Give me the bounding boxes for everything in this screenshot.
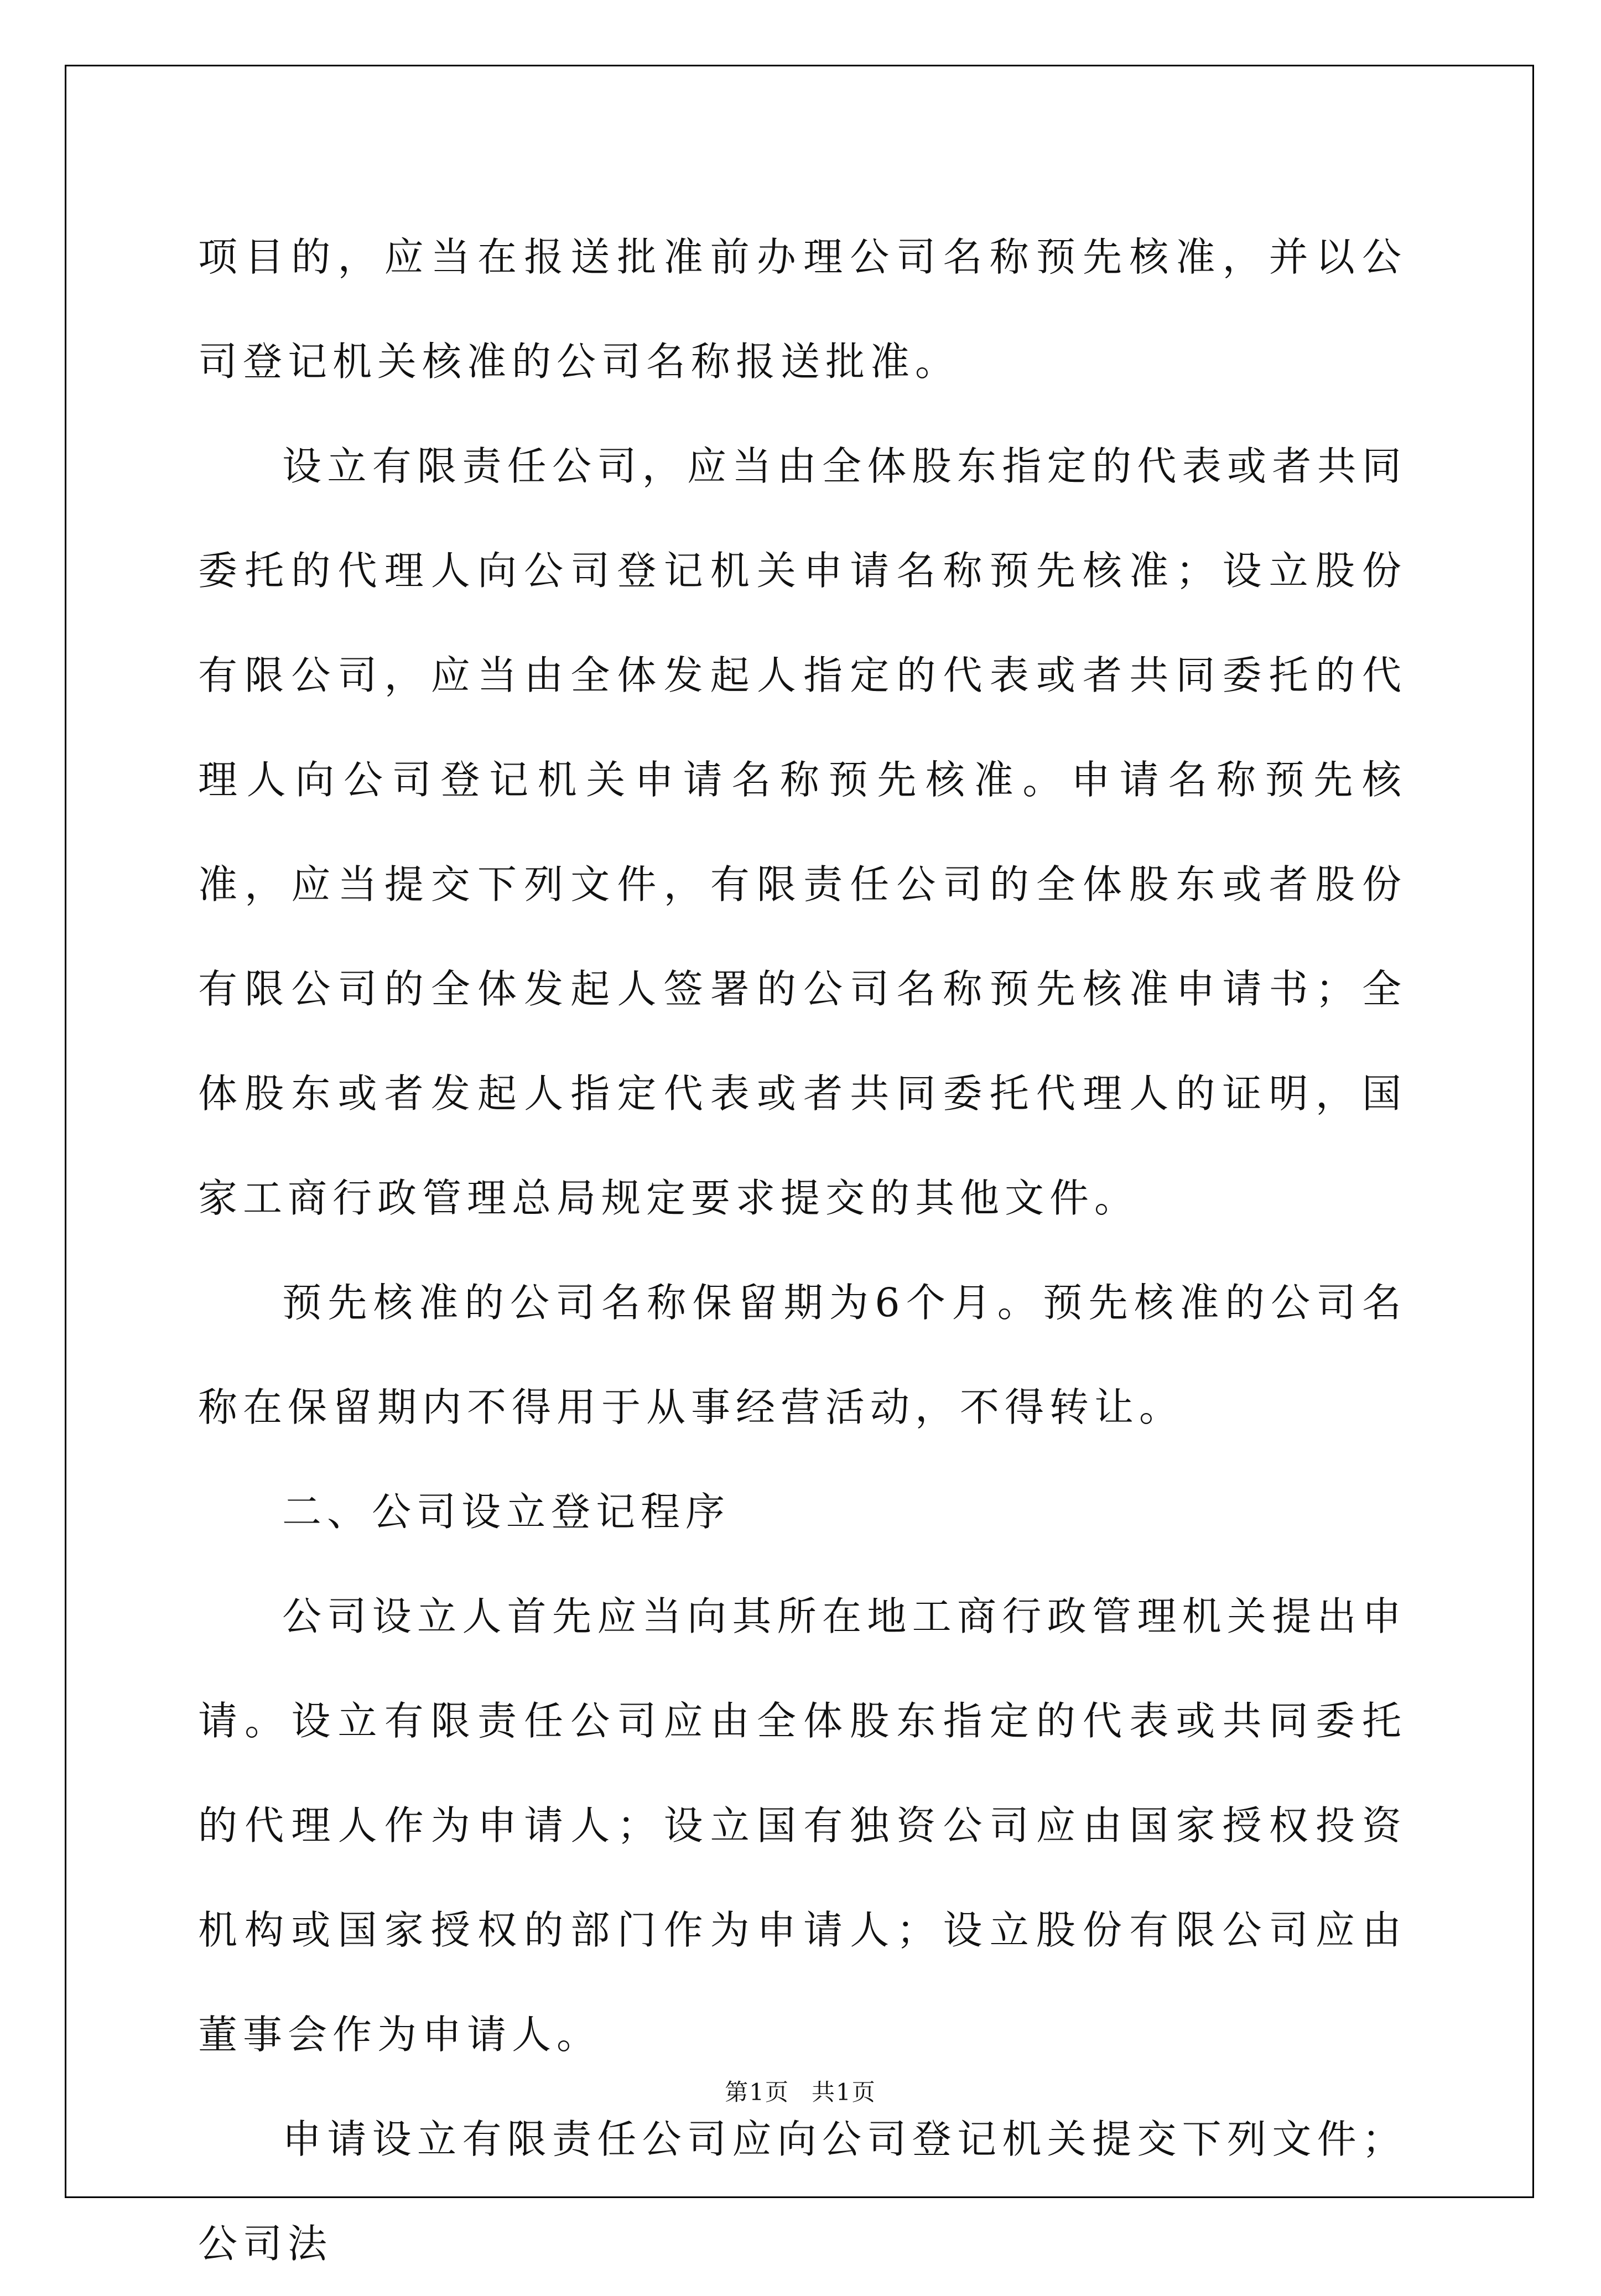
paragraph-1: 项目的，应当在报送批准前办理公司名称预先核准，并以公司登记机关核准的公司名称报送批准。 [198,234,1407,385]
document-body [198,205,1407,2296]
paragraph-5: 申请设立有限责任公司应向公司登记机关提交下列文件；公司法 [198,2116,1407,2267]
paragraph-3: 预先核准的公司名称保留期为6个月。预先核准的公司名称在保留期内不得用于从事经营活动，不得转让。 [198,1280,1407,1430]
paragraph-4: 公司设立人首先应当向其所在地工商行政管理机关提出申请。设立有限责任公司应由全体股东指定的代表或共同委托的代理人作为申请人；设立国有独资公司应由国家授权投资机构或国家授权的部门作为申请人；设立股份有限公司应由董事会作为申请人。 [198,1593,1407,2058]
page-footer [0,2079,1601,2106]
section-heading: 二、公司设立登记程序 [282,1489,731,1535]
page-number: 第1页 [725,2079,789,2106]
paragraph-2: 设立有限责任公司，应当由全体股东指定的代表或者共同委托的代理人向公司登记机关申请名称预先核准；设立股份有限公司，应当由全体发起人指定的代表或者共同委托的代理人向公司登记机关申请名称预先核准。申请名称预先核准，应当提交下列文件，有限责任公司的全体股东或者股份有限公司的全体发起人签署的公司名称预先核准申请书；全体股东或者发起人指定代表或者共同委托代理人的证明，国家工商行政管理总局规定要求提交的其他文件。 [198,443,1407,1221]
page-total: 共1页 [812,2079,876,2106]
